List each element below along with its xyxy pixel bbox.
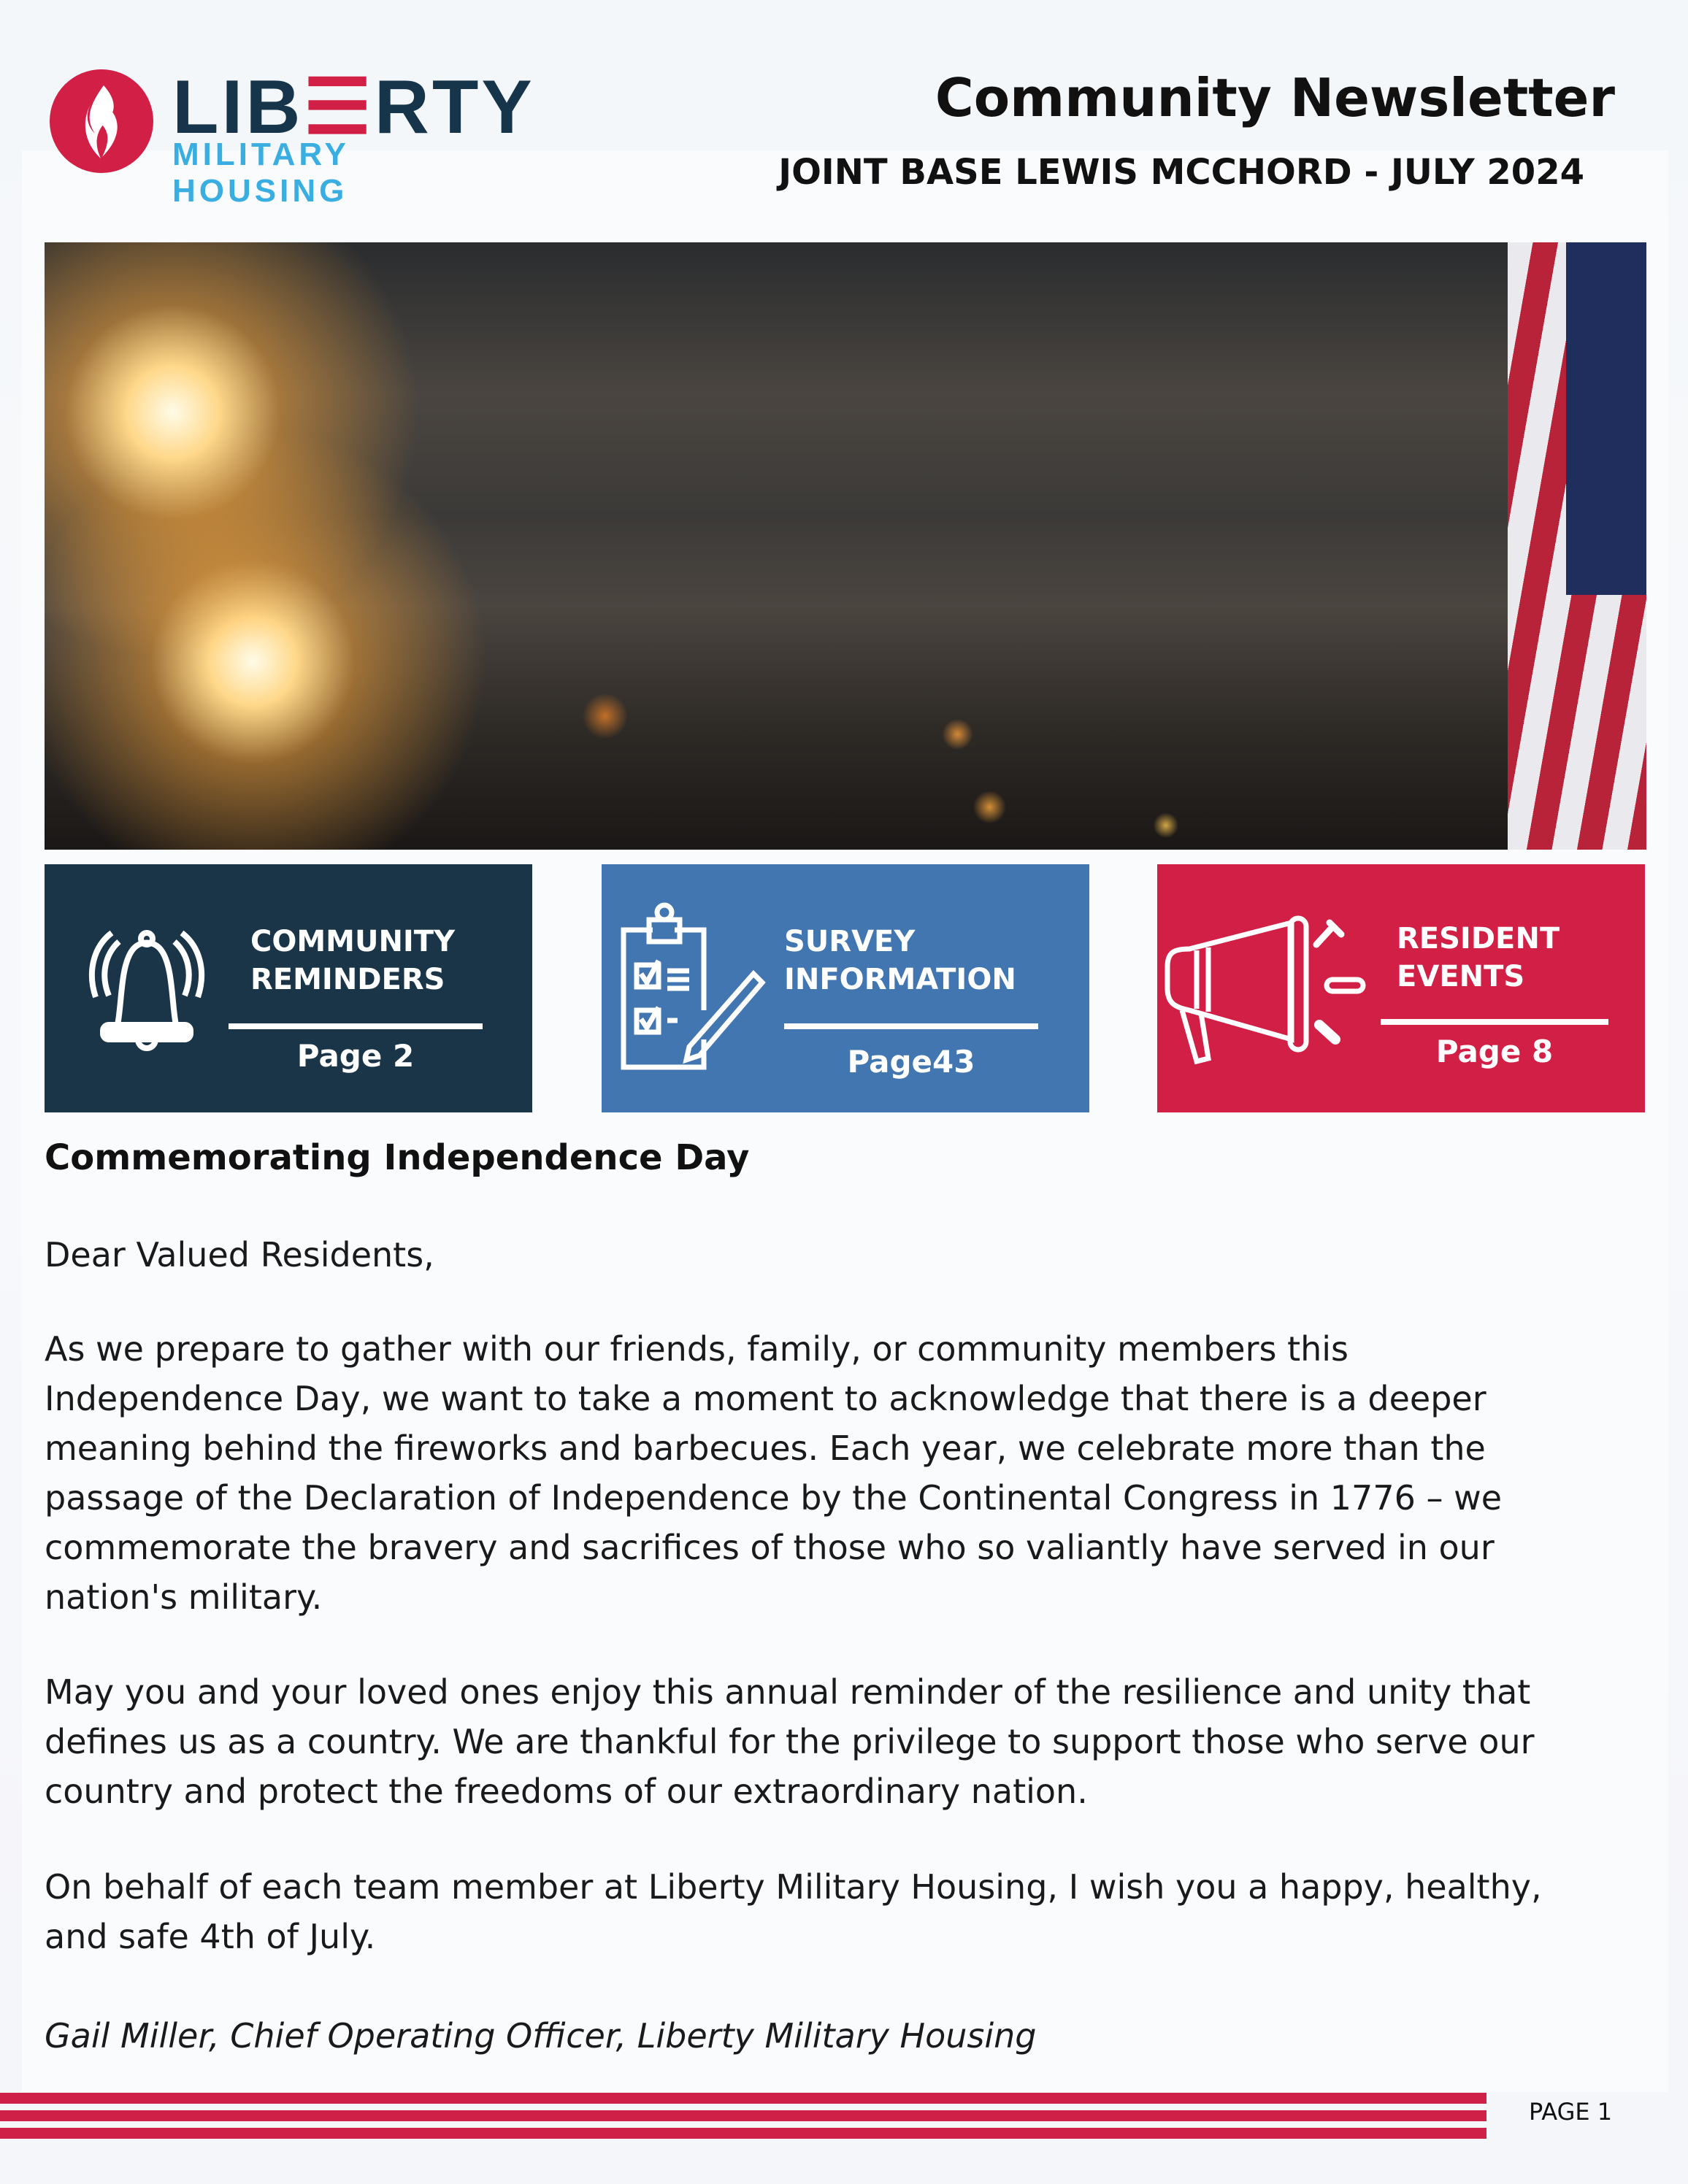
- logo-subtitle: MILITARY HOUSING: [172, 136, 350, 209]
- tile-label: COMMUNITY REMINDERS: [250, 925, 456, 996]
- tile-resident-events[interactable]: [1157, 864, 1645, 1112]
- megaphone-icon: [1160, 915, 1379, 1069]
- footer-stripe: [0, 2093, 1486, 2104]
- tile-page-link[interactable]: Page43: [847, 1044, 975, 1080]
- tile-label: RESIDENT EVENTS: [1397, 922, 1560, 993]
- footer-stripe: [0, 2110, 1486, 2121]
- logo-wordmark: LIB☰RTY: [172, 65, 535, 150]
- tile-page-link[interactable]: Page 2: [296, 1038, 415, 1074]
- liberty-logo: [50, 65, 535, 209]
- paragraph-2: May you and your loved ones enjoy this annual reminder of the resilience and unity that defines us as a country. We are thankful for the privilege to support those who serve our country and protect the freedoms of our extraordinary nation.: [45, 1672, 1535, 1811]
- bell-icon: [74, 915, 220, 1061]
- flame-icon: [50, 69, 153, 173]
- greeting: Dear Valued Residents,: [45, 1235, 434, 1274]
- paragraph-1: As we prepare to gather with our friends, family, or community members this Independence Day, we want to take a moment to acknowledge that there is a deeper meaning behind the fireworks and barbecues. Each year, we celebrate more than the passage of the Declaration of Independence by the Continental Congress in 1776 – we commemorate the bravery and sacrifices of those who so valiantly have served in our nation's military.: [45, 1329, 1503, 1617]
- page-number: PAGE 1: [1529, 2098, 1613, 2126]
- signature: Gail Miller, Chief Operating Officer, Liberty Military Housing: [45, 2016, 1037, 2056]
- tile-page-link[interactable]: Page 8: [1435, 1034, 1554, 1069]
- tile-divider: [784, 1023, 1038, 1029]
- tile-survey-information[interactable]: [602, 864, 1089, 1112]
- newsletter-subtitle: JOINT BASE LEWIS MCCHORD - JULY 2024: [778, 152, 1584, 193]
- flag-canton: [1566, 242, 1646, 595]
- article-heading: Commemorating Independence Day: [45, 1137, 750, 1178]
- tile-community-reminders[interactable]: [45, 864, 532, 1112]
- tile-divider: [1381, 1019, 1608, 1025]
- hero-image-sparklers: [45, 242, 1646, 850]
- newsletter-title: Community Newsletter: [935, 67, 1615, 128]
- tile-divider: [229, 1023, 483, 1029]
- paragraph-3: On behalf of each team member at Liberty Military Housing, I wish you a happy, healthy, and safe 4th of July.: [45, 1867, 1542, 1956]
- footer-stripe: [0, 2128, 1486, 2139]
- tile-label: SURVEY INFORMATION: [784, 925, 1016, 996]
- clipboard-checklist-icon: [616, 901, 770, 1076]
